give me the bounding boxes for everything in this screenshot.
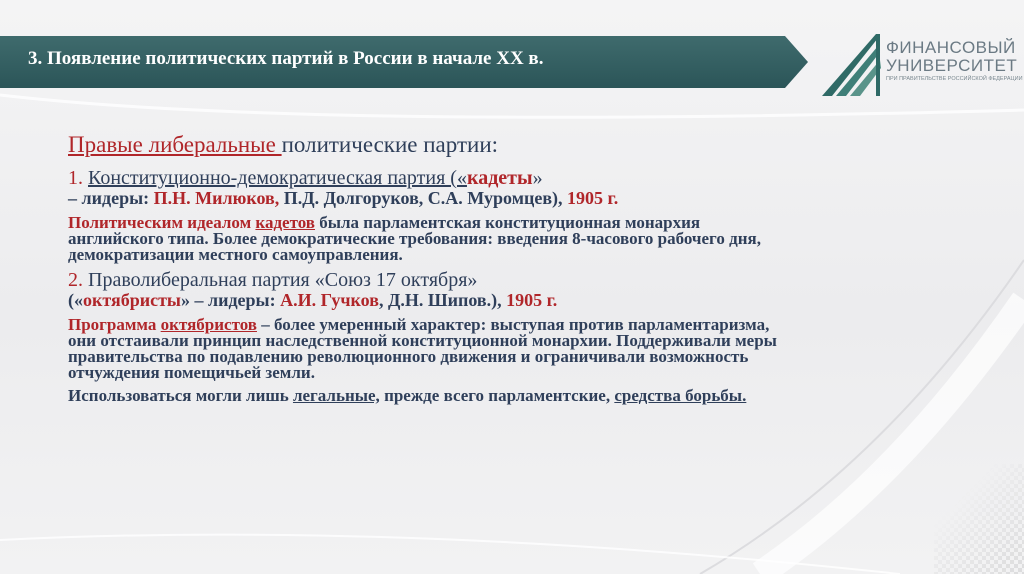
paragraph-octobrists-program [68,317,788,381]
logo-text-line1: ФИНАНСОВЫЙ [886,38,1016,57]
para-text: Использоваться могли лишь [68,386,293,405]
para-underline: легальные, [292,386,380,405]
party-item-2 [68,270,788,310]
leaders-prefix: – лидеры: [68,188,154,208]
heading-rest: политические партии: [281,132,499,157]
party-item-1 [68,168,788,208]
quote-close: » [532,167,543,189]
paragraph-legal-means [68,388,788,404]
slide-content [68,132,788,411]
paragraph-cadets-ideal [68,215,788,263]
party-nickname: октябристы [83,290,181,310]
logo-text-line3: ПРИ ПРАВИТЕЛЬСТВЕ РОССИЙСКОЙ ФЕДЕРАЦИИ [886,76,1023,82]
party-name: Конституционно-демократическая партия (« [88,167,467,189]
para-highlight: Программа [68,315,161,334]
para-highlight: Политическим идеалом [68,213,256,232]
quote-open: (« [68,290,83,310]
party-nickname: кадеты [466,167,533,189]
para-underline: кадетов [255,213,315,232]
pixel-pattern [934,464,1024,574]
leader-name: П.Н. Милюков, [153,188,280,208]
item-number: 1. [68,167,88,189]
founding-year: 1905 г. [567,188,619,208]
founding-year: 1905 г. [506,290,558,310]
item-number: 2. [68,269,88,291]
para-text: – более умеренный характер: выступая против парламентаризма, они отстаивали принцип наследственной конституционной монархии. Поддерживали меры правительства по подавлению революционного движения и ограничивали возможность отчуждения помещичьей земли. [68,315,777,382]
leaders-rest: , Д.Н. Шипов.), [378,290,507,310]
para-text: была парламентская конституционная монархия английского типа. Более демократические требования: введения 8-часового рабочего дня, демократизации местного самоуправления. [68,213,761,264]
leader-name: А.И. Гучков [280,290,379,310]
section-heading [68,132,788,158]
logo-text-line2: УНИВЕРСИТЕТ [886,56,1018,75]
leaders-prefix: » – лидеры: [180,290,281,310]
slide-title: 3. Появление политических партий в России в начале XX в. [28,48,544,69]
party-name: Праволиберальная партия «Союз 17 октября» [88,269,478,291]
para-underline: октябристов [160,315,257,334]
heading-highlight: Правые либеральные [68,132,282,157]
para-text: прежде всего парламентские, [379,386,615,405]
leaders-rest: П.Д. Долгоруков, С.А. Муромцев), [279,188,568,208]
para-underline: средства борьбы. [614,386,747,405]
